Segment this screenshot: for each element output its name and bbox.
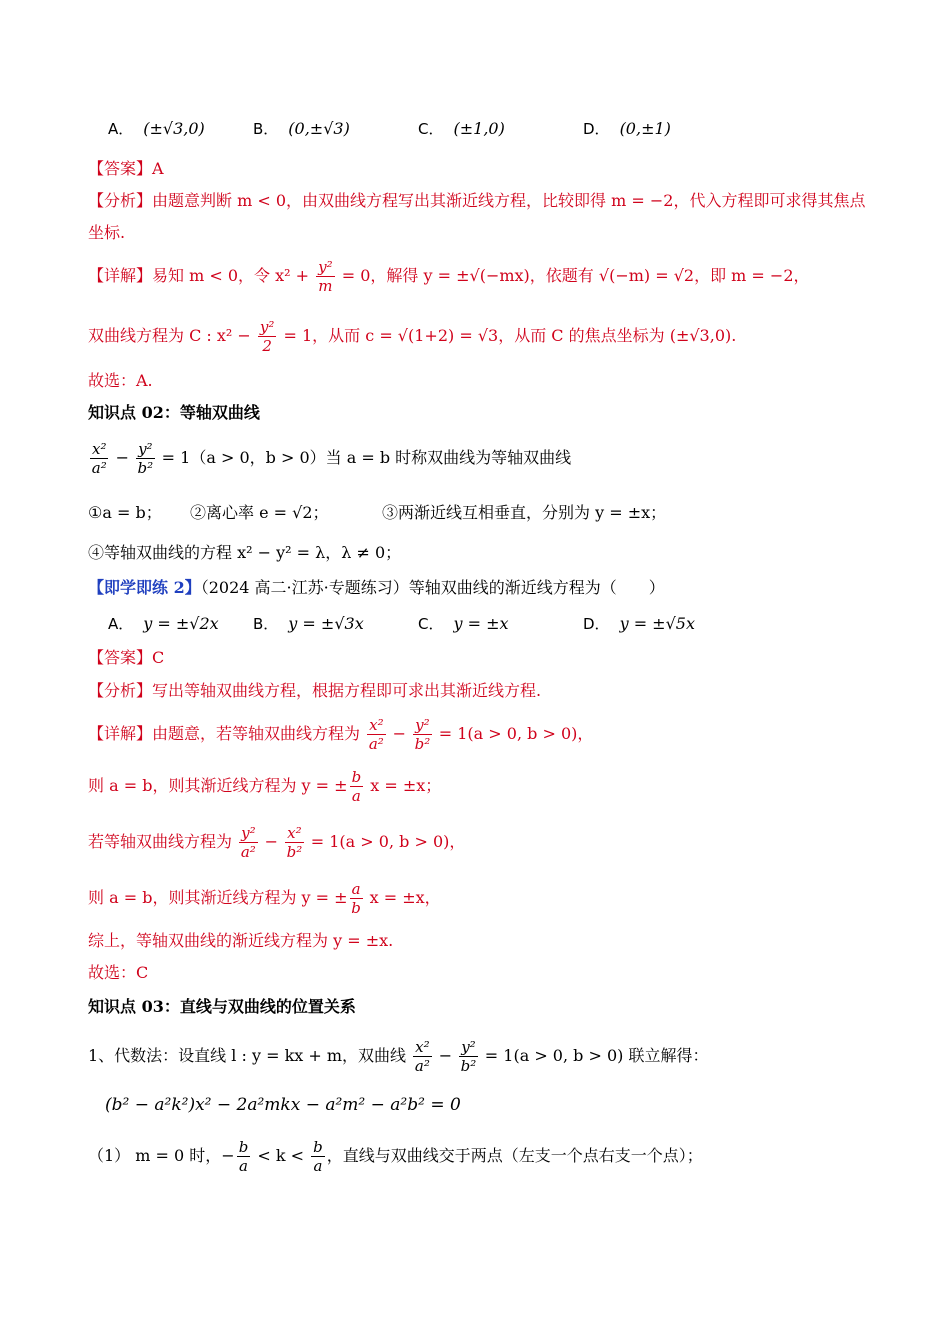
q1-option-d: D． (0,±1) [583,119,671,138]
q2-option-c: C． y = ±x [418,614,509,633]
fraction: $\frac{\text{x²}}{\text{a²}}$ [368,716,384,753]
kp02-property-1: ①a = b； [88,503,162,522]
kp03-title: 知识点 03：直线与双曲线的位置关系 [88,997,356,1016]
kp02-definition: $\frac{\text{x²}}{\text{a²}}$ − $\frac{\text{y²}}{\text{b²}}$ = 1（a > 0，b > 0）当 a = b 时称双曲线为等轴双曲线 [91,440,572,477]
fraction: $\frac{\text{y²}}{\text{b²}}$ [460,1038,477,1075]
q2-detail-2: 则 a = b，则其渐近线方程为 y = ± $\frac{b}{a}$ x = ±x； [88,768,442,805]
q1-detail-1: 【详解】易知 m < 0，令 x² + $\frac{\text{y²}}{m}$ = 0，解得 y = ±√(−mx)，依题有 √(−m) = √2，即 m = −2， [88,258,810,295]
q1-analysis-cont: 坐标. [88,223,126,242]
fraction: $\frac{b}{a}$ [313,1138,323,1175]
fraction: $\frac{\text{y²}}{m}$ [318,258,333,295]
fraction: $\frac{\text{x²}}{\text{b²}}$ [286,824,303,861]
fraction: $\frac{\text{y²}}{\text{b²}}$ [137,440,154,477]
q1-choice: 故选：A. [88,371,153,390]
kp02-property-4: ④等轴双曲线的方程 x² − y² = λ，λ ≠ 0； [88,543,402,562]
kp02-property-2: ②离心率 e = √2； [190,503,329,522]
q2-detail-3: 若等轴双曲线方程为 $\frac{\text{y²}}{\text{a²}}$ − $\frac{\text{x²}}{\text{b²}}$ = 1(a > 0, b > 0)， [88,824,466,861]
fraction: $\frac{\text{y²}}{\text{a²}}$ [240,824,256,861]
q1-analysis: 【分析】由题意判断 m < 0，由双曲线方程写出其渐近线方程，比较即得 m = −2，代入方程即可求得其焦点 [88,191,866,210]
q2-stem: 【即学即练 2】（2024 高二·江苏·专题练习）等轴双曲线的渐近线方程为（ ） [88,578,665,597]
q1-option-c: C． (±1,0) [418,119,505,138]
q1-option-b: B． (0,±√3) [253,119,350,138]
q1-option-a: A． (±√3,0) [108,119,205,138]
fraction: $\frac{b}{a}$ [351,768,362,805]
kp03-equation: (b² − a²k²)x² − 2a²mkx − a²m² − a²b² = 0 [105,1095,461,1115]
q1-detail-2: 双曲线方程为 C : x² − $\frac{\text{y²}}{2}$ = 1，从而 c = √(1+2) = √3，从而 C 的焦点坐标为 (±√3,0). [88,318,737,355]
fraction: $\frac{a}{b}$ [351,880,361,917]
q1-answer: 【答案】A [88,159,164,178]
q2-analysis: 【分析】写出等轴双曲线方程，根据方程即可求出其渐近线方程. [88,681,542,700]
q2-option-a: A． y = ±√2x [108,614,219,633]
fraction: $\frac{\text{y²}}{\text{b²}}$ [414,716,431,753]
q2-answer: 【答案】C [88,648,165,667]
kp03-case-1: （1） m = 0 时，− $\frac{b}{a}$ < k < $\frac{b}{a}$ ，直线与双曲线交于两点（左支一个点右支一个点）； [88,1138,703,1175]
q2-detail-1: 【详解】由题意，若等轴双曲线方程为 $\frac{\text{x²}}{\text{a²}}$ − $\frac{\text{y²}}{\text{b²}}$ = 1(a > 0, b > 0)， [88,716,594,753]
fraction: $\frac{b}{a}$ [238,1138,249,1175]
q2-summary: 综上，等轴双曲线的渐近线方程为 y = ±x. [88,931,394,950]
q2-option-d: D． y = ±√5x [583,614,695,633]
q2-choice: 故选：C [88,963,149,982]
fraction: $\frac{\text{y²}}{2}$ [259,318,275,355]
kp02-property-3: ③两渐近线互相垂直，分别为 y = ±x； [382,503,667,522]
kp02-title: 知识点 02：等轴双曲线 [88,403,260,422]
q2-option-b: B． y = ±√3x [253,614,364,633]
q2-detail-4: 则 a = b，则其渐近线方程为 y = ± $\frac{a}{b}$ x = ±x， [88,880,441,917]
fraction: $\frac{\text{x²}}{\text{a²}}$ [91,440,107,477]
fraction: $\frac{\text{x²}}{\text{a²}}$ [414,1038,430,1075]
kp03-line-1: 1、代数法：设直线 l : y = kx + m，双曲线 $\frac{\text{x²}}{\text{a²}}$ − $\frac{\text{y²}}{\text{b²}}$ = 1(a > 0, b > 0) 联立解得： [88,1038,709,1075]
